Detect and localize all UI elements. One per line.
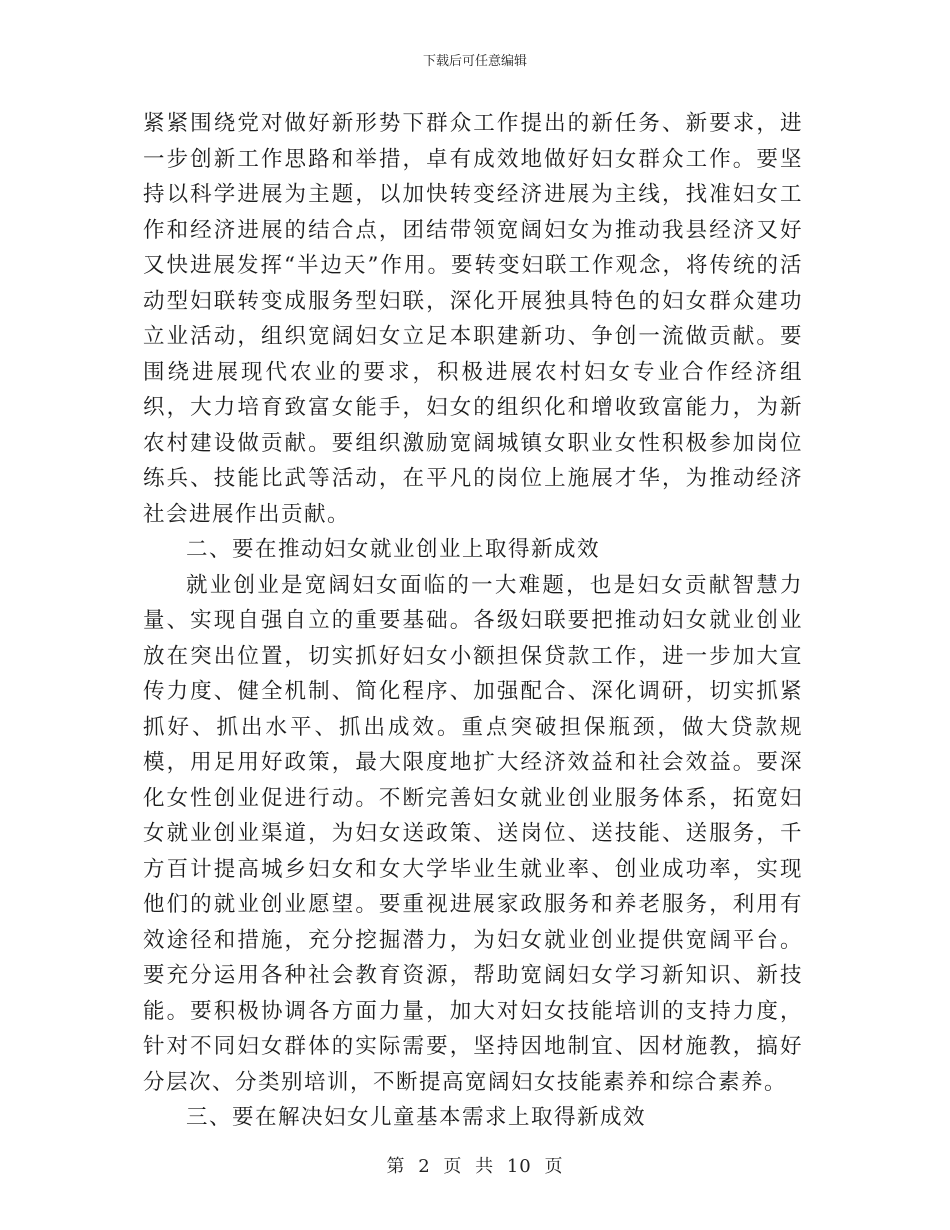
paragraph-continuation: 紧紧围绕党对做好新形势下群众工作提出的新任务、新要求，进一步创新工作思路和举措，卓有成效地做好妇女群众工作。要坚持以科学进展为主题，以加快转变经济进展为主线，找准妇女工作和经济进展的结合点，团结带领宽阔妇女为推动我县经济又好又快进展发挥“半边天”作用。要转变妇联工作观念，将传统的活动型妇联转变成服务型妇联，深化开展独具特色的妇女群众建功立业活动，组织宽阔妇女立足本职建新功、争创一流做贡献。要围绕进展现代农业的要求，积极进展农村妇女专业合作经济组织，大力培育致富女能手，妇女的组织化和增收致富能力，为新农村建设做贡献。要组织激励宽阔城镇女职业女性积极参加岗位练兵、技能比武等活动，在平凡的岗位上施展才华，为推动经济社会进展作出贡献。: [143, 111, 803, 527]
paragraph-employment: 就业创业是宽阔妇女面临的一大难题，也是妇女贡献智慧力量、实现自强自立的重要基础。各级妇联要把推动妇女就业创业放在突出位置，切实抓好妇女小额担保贷款工作，进一步加大宣传力度、健全机制、简化程序、加强配合、深化调研，切实抓紧抓好、抓出水平、抓出成效。重点突破担保瓶颈，做大贷款规模，用足用好政策，最大限度地扩大经济效益和社会效益。要深化女性创业促进行动。不断完善妇女就业创业服务体系，拓宽妇女就业创业渠道，为妇女送政策、送岗位、送技能、送服务，千方百计提高城乡妇女和女大学毕业生就业率、创业成功率，实现他们的就业创业愿望。要重视进展家政服务和养老服务，利用有效途径和措施，充分挖掘潜力，为妇女就业创业提供宽阔平台。要充分运用各种社会教育资源，帮助宽阔妇女学习新知识、新技能。要积极协调各方面力量，加大对妇女技能培训的支持力度，针对不同妇女群体的实际需要，坚持因地制宜、因材施教，搞好分层次、分类别培训，不断提高宽阔妇女技能素养和综合素养。: [143, 572, 803, 1095]
section-heading-3: 三、要在解决妇女儿童基本需求上取得新成效: [186, 1105, 647, 1130]
section-heading-2: 二、要在推动妇女就业创业上取得新成效: [186, 537, 601, 562]
document-body: [143, 106, 803, 1136]
page-header: 下载后可任意编辑: [422, 54, 527, 69]
page-number-footer: 第 2 页 共 10 页: [386, 1156, 564, 1177]
